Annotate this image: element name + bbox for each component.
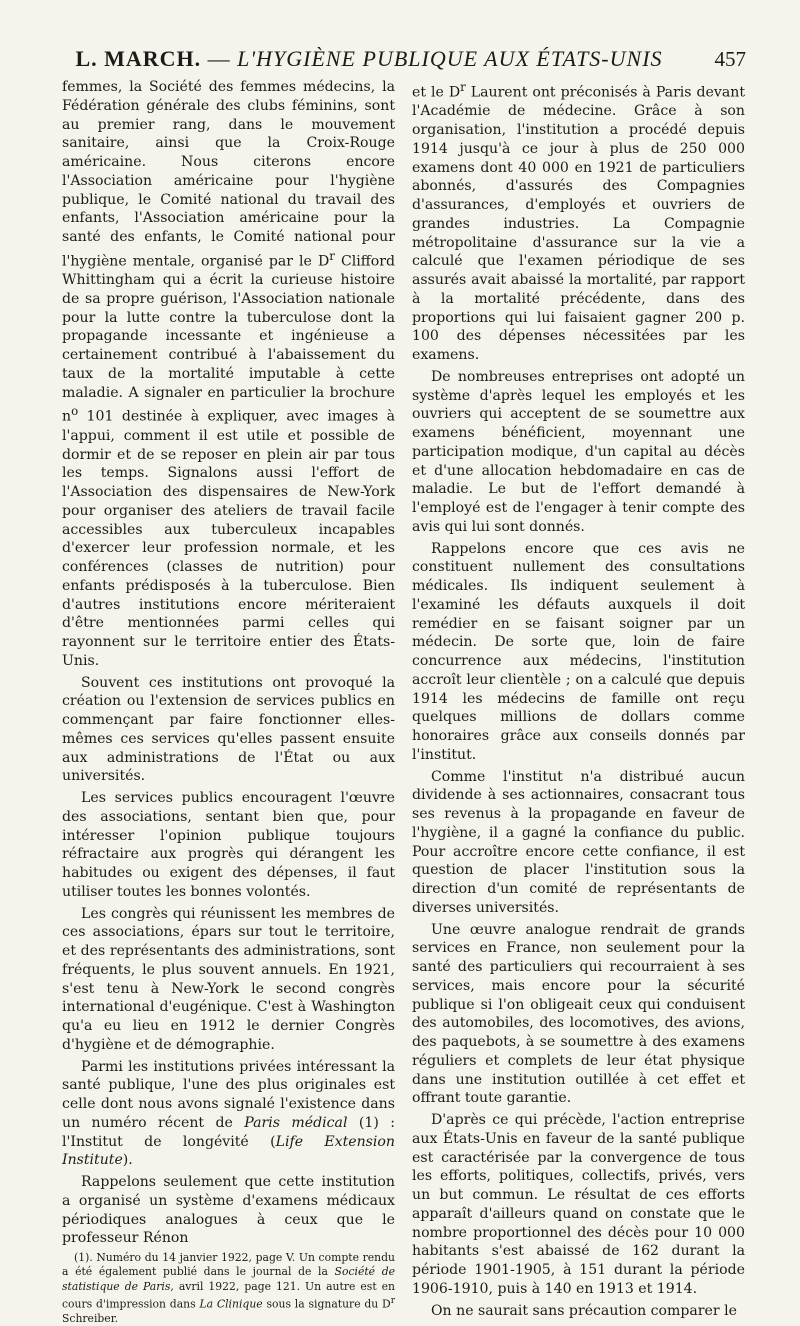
superscript: r (390, 1295, 396, 1306)
text-run: Schreiber. (62, 1311, 119, 1325)
text-run: Clifford Whittingham qui a écrit la curieuse histoire de sa propre guérison, l'Association nationale pour la lutte contre la tuberculose dont la propagande incessante et ingénieuse a certainement contribué à l'abaissement du taux de la mortalité imputable à cette maladie. A signaler en particulier la brochure n (62, 253, 395, 426)
footnote (62, 1251, 395, 1326)
text-run: femmes, la Société des femmes médecins, la Fédération générale des clubs féminins, sont au premier rang, dans le mouvement sanitaire, ainsi que la Croix-Rouge américaine. Nous citerons encore l'Association américaine pour l'hygiène publique, le Comité national du travail des enfants, l'Association américaine pour la santé des enfants, le Comité national pour l'hygiène mentale, organisé par le D (62, 79, 395, 270)
paragraph (412, 921, 745, 1109)
text-run: sous la signature du D (262, 1297, 391, 1311)
text-run: (1) : l'Institut de longévité ( (62, 1114, 395, 1150)
paragraph (62, 674, 395, 787)
italic-text: La Clinique (199, 1297, 263, 1311)
text-run: Une œuvre analogue rendrait de grands services en France, non seulement pour la santé des particuliers qui recourraient à ses services, mais encore pour la sécurité publique si l'on obligeait ceux qui conduisent des automobiles, des locomotives, des avions, des paquebots, à se soumettre à des examens réguliers et complets de leur état physique dans une institution outillée à cet effet et offrant toute garantie. (412, 921, 745, 1107)
page-number: 457 (714, 47, 746, 71)
paragraph (412, 78, 745, 365)
text-run: et le D (412, 84, 461, 101)
superscript: r (460, 80, 466, 94)
text-run: Souvent ces institutions ont provoqué la création ou l'extension de services publics en commençant par faire fonctionner elles-mêmes ces services qu'elles passent ensuite aux administrations de l'État ou aux universités. (62, 674, 395, 785)
text-run: ). (122, 1152, 133, 1169)
header-title: L'HYGIÈNE PUBLIQUE AUX ÉTATS-UNIS (237, 46, 663, 71)
paragraph (62, 1058, 395, 1171)
paragraph (62, 78, 395, 671)
running-title (62, 46, 676, 72)
text-run: Comme l'institut n'a distribué aucun dividende à ses actionnaires, consacrant tous ses revenus à la propagande en faveur de l'hygiène, il a gagné la confiance du public. Pour accroître encore cette confiance, il est question de placer l'institution sous la direction d'un comité de représentants de diverses universités. (412, 768, 745, 916)
text-run: On ne saurait sans précaution comparer le (431, 1302, 737, 1319)
left-column (62, 78, 395, 1326)
running-head (62, 46, 746, 76)
text-run: Rappelons seulement que cette institution a organisé un système d'examens médicaux périodiques analogues à ceux que le professeur Rénon (62, 1174, 395, 1247)
header-dash: — (207, 46, 231, 71)
text-run: , avril 1922, page 121. Un autre est en cours d'impression dans (62, 1279, 396, 1311)
superscript: o (71, 404, 79, 419)
right-column (412, 78, 745, 1323)
paragraph (62, 905, 395, 1055)
paragraph (412, 540, 745, 765)
paragraph (412, 368, 745, 537)
text-run: (1). Numéro du 14 janvier 1922, page V. Un compte rendu a été également publié dans le journal de la (62, 1251, 395, 1279)
italic-text: Paris médical (244, 1114, 348, 1131)
paragraph (62, 789, 395, 902)
text-run: Laurent ont préconisés à Paris devant l'Académie de médecine. Grâce à son organisation, l'institution a procédé depuis 1914 jusqu'à ce jour à plus de 250 000 examens dont 40 000 en 1921 de particuliers abonnés, d'assurés des Compagnies d'assurances, d'employés et ouvriers de grandes industries. La Compagnie métropolitaine d'assurance sur la vie a calculé que l'examen périodique de ses assurés avait abaissé la mortalité, par rapport à la mortalité précédente, dans des proportions qui lui faisaient gagner 200 p. 100 des dépenses nécessitées par les examens. (412, 84, 745, 364)
text-run: Les congrès qui réunissent les membres de ces associations, épars sur tout le territoire, et des représentants des administrations, sont fréquents, le plus souvent annuels. En 1921, s'est tenu à New-York le second congrès international d'eugénique. C'est à Washington qu'a eu lieu en 1912 le dernier Congrès d'hygiène et de démographie. (62, 905, 395, 1053)
paragraph (62, 1173, 395, 1248)
italic-text: Life Extension Institute (62, 1133, 395, 1169)
text-run: 101 destinée à expliquer, avec images à l'appui, comment il est utile et possible de dormir et de se reposer en plein air par tous les temps. Signalons aussi l'effort de l'Association des dispensaires de New-York pour organiser des ateliers de travail facile accessibles aux tuberculeux incapables d'exercer leur profession normale, et les conférences (classes de nutrition) pour enfants prédisposés à la tuberculose. Bien d'autres institutions encore mériteraient d'être mentionnées parmi celles qui rayonnent sur le territoire entier des États-Unis. (62, 409, 395, 669)
paragraph (412, 1111, 745, 1299)
text-run: Rappelons encore que ces avis ne constituent nullement des consultations médicales. Ils indiquent seulement à l'examiné les défauts auxquels il doit remédier en se faisant soigner par un médecin. De sorte que, loin de faire concurrence aux médecins, l'institution accroît leur clientèle ; on a calculé que depuis 1914 les médecins de famille ont reçu quelques millions de dollars comme honoraires grâce aux conseils donnés par l'institut. (412, 540, 745, 763)
text-run: Parmi les institutions privées intéressant la santé publique, l'une des plus originales est celle dont nous avons signalé l'existence dans un numéro récent de (62, 1058, 395, 1131)
italic-text: Société de statistique de Paris (62, 1265, 395, 1293)
superscript: r (329, 248, 335, 263)
paragraph (412, 1302, 745, 1321)
text-run: D'après ce qui précède, l'action entreprise aux États-Unis en faveur de la santé publique est caractérisée par la convergence de tous les efforts, politiques, collectifs, privés, vers un but commun. Le résultat de ces efforts apparaît d'ailleurs quand on constate que le nombre proportionnel des décès pour 10 000 habitants s'est abaissé de 162 durant la période 1901-1905, à 151 durant la période 1906-1910, puis à 140 en 1913 et 1914. (412, 1112, 745, 1297)
paragraph (412, 768, 745, 918)
header-author: L. MARCH. (75, 46, 202, 71)
text-run: De nombreuses entreprises ont adopté un système d'après lequel les employés et les ouvriers qui acceptent de se soumettre aux examens bénéficient, moyennant une participation modique, d'un capital au décès et d'une allocation hebdomadaire en cas de maladie. Le but de l'effort demandé à l'employé est de l'engager à tenir compte des avis qui lui sont donnés. (412, 368, 745, 535)
text-run: Les services publics encouragent l'œuvre des associations, sentant bien que, pour intéresser l'opinion publique toujours réfractaire aux progrès qui dérangent les habitudes ou exigent des dépenses, il faut utiliser toutes les bonnes volontés. (62, 790, 395, 900)
